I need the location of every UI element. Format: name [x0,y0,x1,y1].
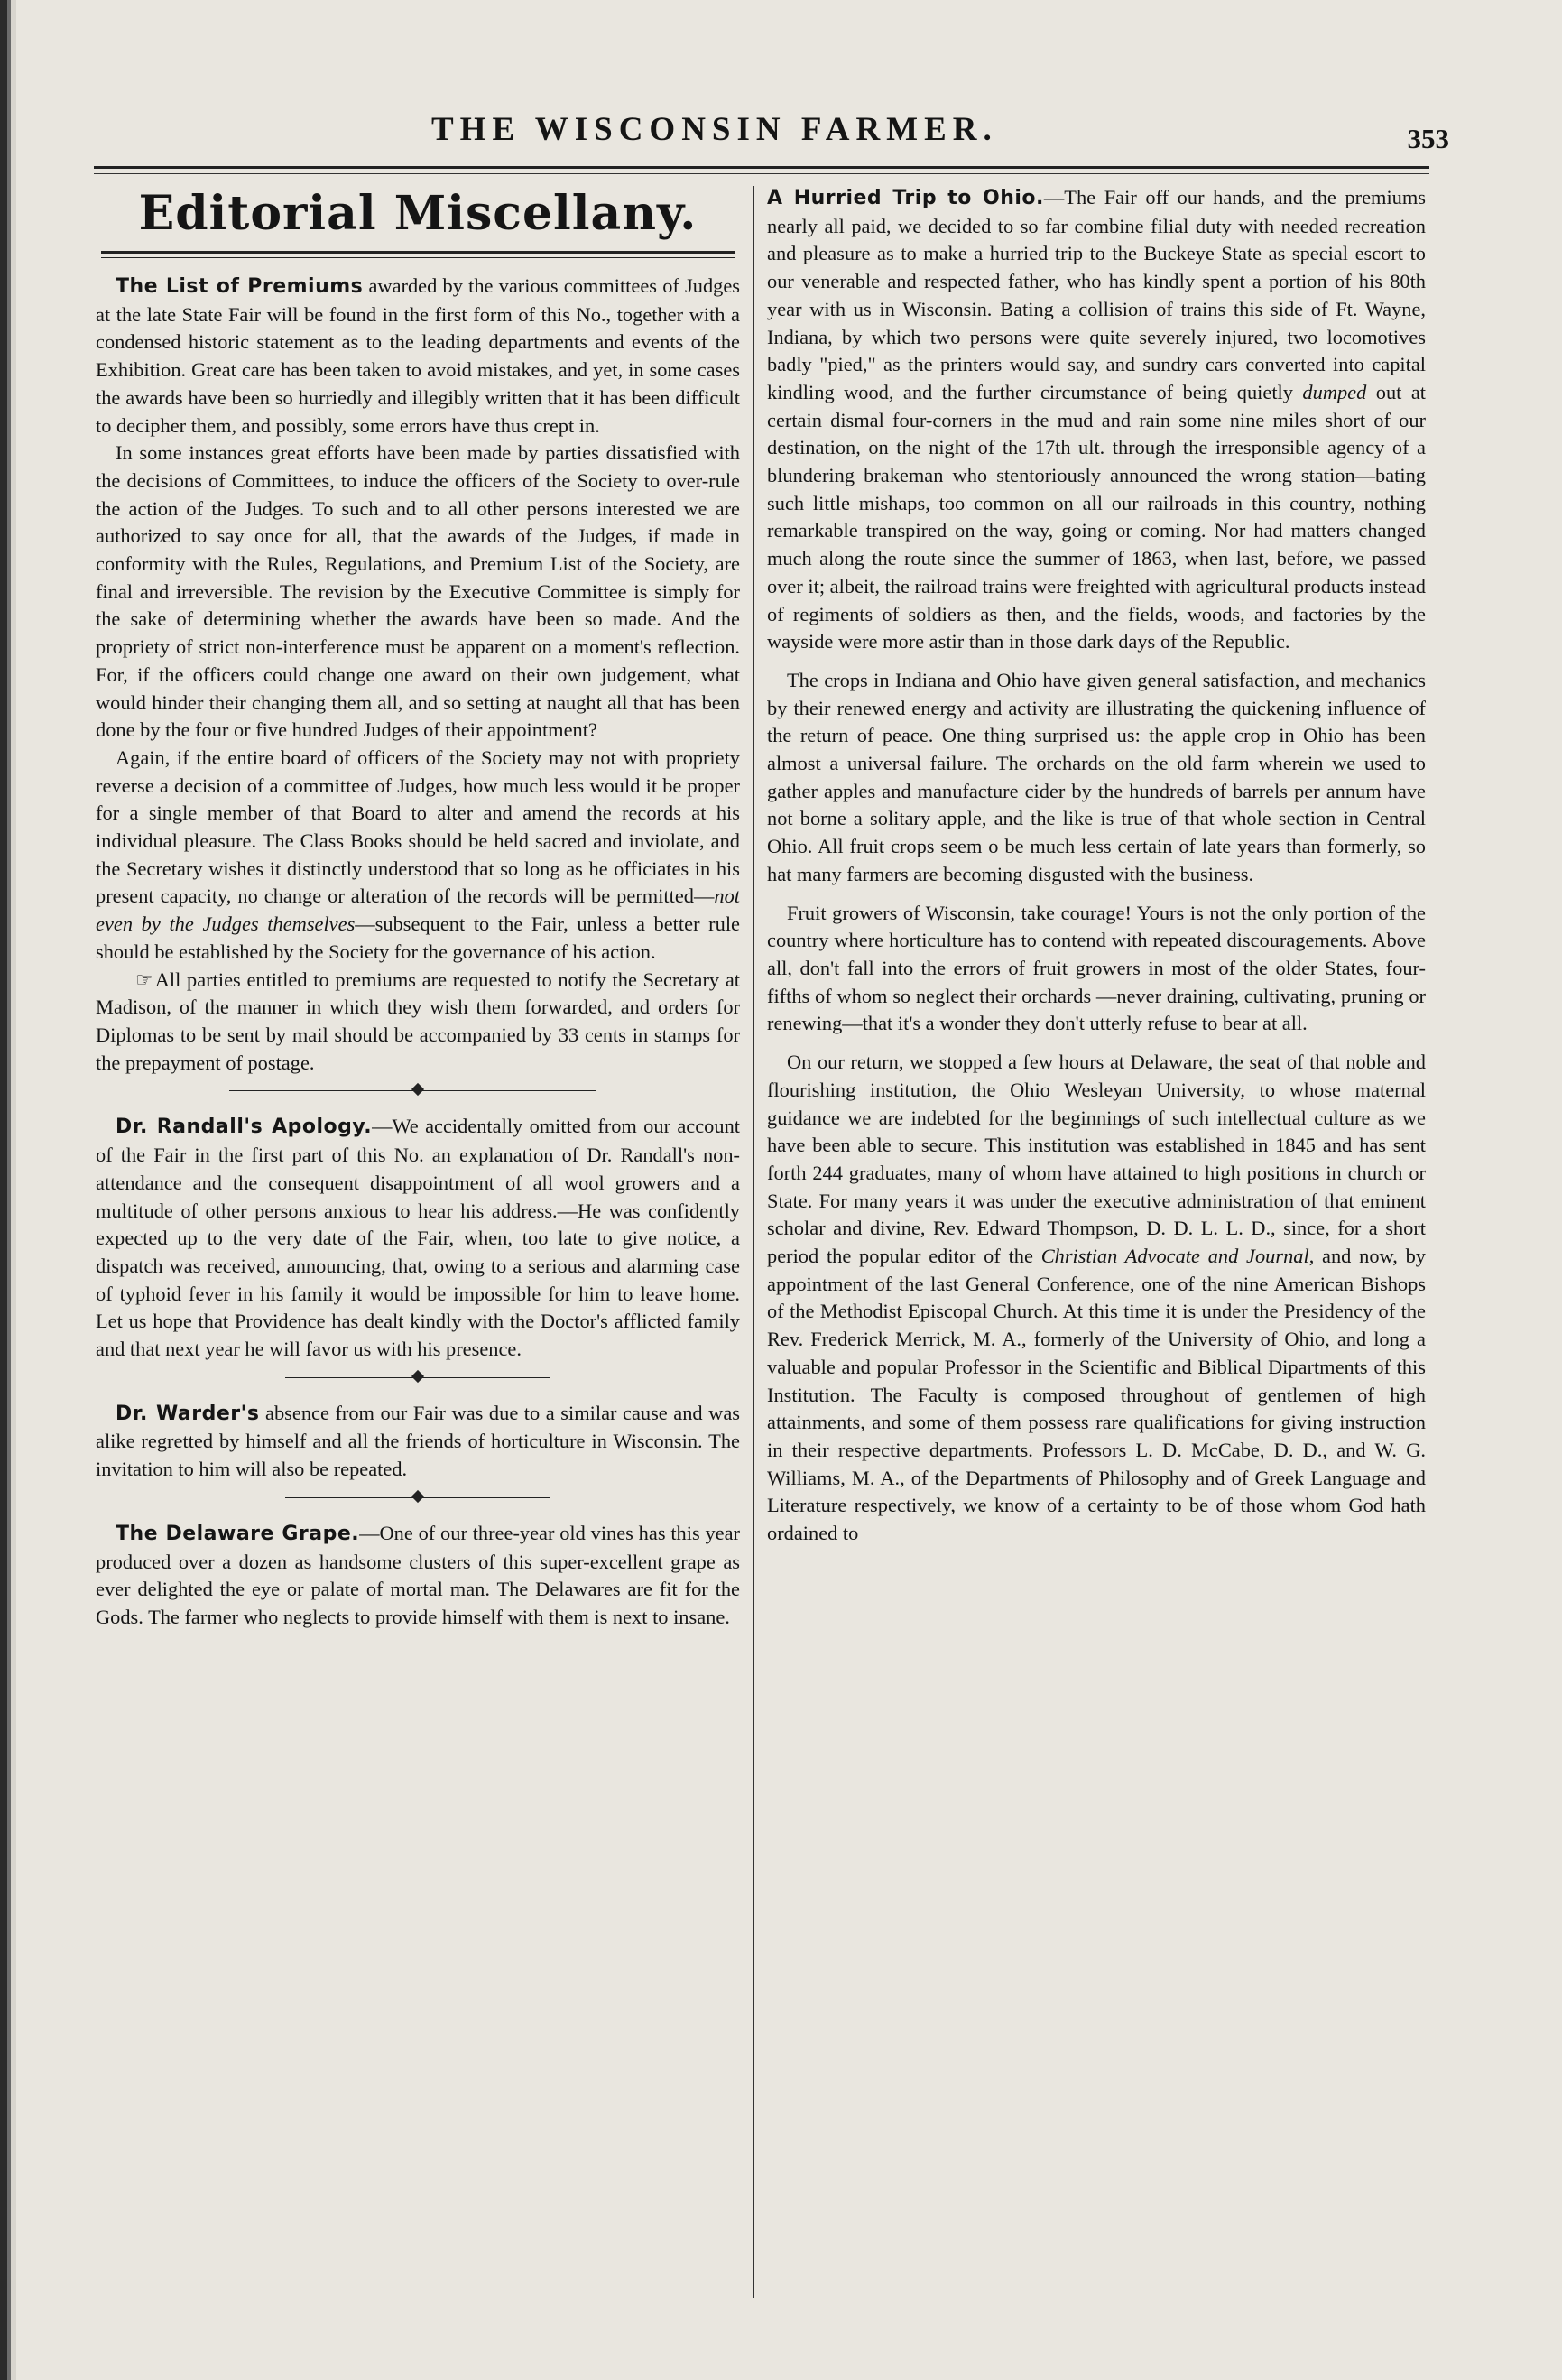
premiums-paragraph-2: In some instances great efforts have been made by parties dissatisfied with the decisions of Committees, to induce the officers of the Society to over-rule the action of the Judges. To such and to all other persons interested we are authorized to say once for all, that the awards of the Judges, if made in conformity with the Rules, Regulations, and Premium List of the Society, are final and irreversible. The revision by the Executive Committee is simply for the sake of determining whether the awards have been so made. And the propriety of strict non-interference must be apparent on a moment's reflection. For, if the officers could change one award on their own judgement, what would hinder their changing them all, and so setting at naught all that has been done by the four or five hundred Judges of their appointment? [96,441,740,742]
premiums-paragraph-1 [96,273,740,440]
premiums-text-1: awarded by the various committees of Judges at the late State Fair will be found in the first form of this No., together with a condensed historic statement as to the leading departments and events of the Exhibition. Great care has been taken to avoid mistakes, and yet, in some cases the awards have been so hurriedly and illegibly written that it has been difficult to decipher them, and possibly, some errors have thus crept in. [96,274,740,437]
ohio-heading: A Hurried Trip to Ohio. [767,187,1044,209]
header-rule [94,166,1429,169]
ohio-text-1b: out at certain dismal four-corners in the mud and rain some nine miles short of our destination, on the night of the 17th ult. through the irresponsible agency of a blundering brakeman who stentoriously announced the wrong station—bating such little mishaps, too common on all our railroads in this country, nothing remarkable transpired on the way, going or coming. Nor had matters changed much along the route since the summer of 1863, when last, before, we passed over it; albeit, the railroad trains were freighted with agricultural products instead of regiments of soldiers as then, and the fields, woods, and factories by the wayside were more astir than in those dark days of the Republic. [767,380,1426,653]
premiums-paragraph-3 [96,745,740,967]
ohio-italic-journal: Christian Advocate and Journal [1040,1245,1309,1268]
ohio-text-1a: —The Fair off our hands, and the premiums nearly all paid, we decided to so far combine filial duty with needed recreation and pleasure as to make a hurried trip to the Buckeye State as special escort to our venerable and respected father, who has kindly spent a portion of his 80th year with us in Wisconsin. Bating a collision of trains this side of Ft. Wayne, Indiana, by which two persons were quite severely injured, two locomotives badly "pied," as the printers would say, and sundry cars converted into capital kindling wood, and the further circumstance of being quietly [767,186,1426,403]
premiums-heading: The List of Premiums [116,275,364,298]
warder-text: absence from our Fair was due to a similar cause and was alike regretted by himself and all the friends of horticulture in Wisconsin. The invitation to him will also be repeated. [96,1401,740,1481]
masthead-rule [101,251,735,258]
delaware-text: —One of our three-year old vines has this year produced over a dozen as handsome clusters of this super-excellent grape as ever delighted the eye or palate of mortal man. The Delawares are fit for the Gods. The farmer who neglects to provide himself with them is next to insane. [96,1521,741,1628]
delaware-paragraph [96,1520,740,1632]
pointing-hand-icon: ☞ [135,968,153,991]
left-column [96,184,740,1632]
diamond-ornament-icon [411,1083,424,1096]
delaware-heading: The Delaware Grape. [116,1522,360,1545]
newspaper-page [88,90,1449,2311]
randall-paragraph [96,1113,740,1363]
section-divider [96,1082,740,1100]
section-masthead: Editorial Miscellany. [138,186,698,241]
ohio-paragraph-1 [767,184,1426,656]
ohio-paragraph-2: The crops in Indiana and Ohio have given general satisfaction, and mechanics by their renewed energy and activity are illustrating the quickening influence of the return of peace. One thing surprised us: the apple crop in Ohio has been almost a universal failure. The orchards on the old farm wherein we used to gather apples and manufacture cider by the hundreds of barrels per annum have not borne a solitary apple, and the like is true of that whole section in Central Ohio. All fruit crops seem o be much less certain of late years than formerly, so hat many farmers are becoming disgusted with the business. [767,668,1426,885]
column-divider [753,186,754,2298]
header-rule-thin [94,173,1429,174]
premiums-text-3a: Again, if the entire board of officers of the Society may not with propriety reverse a decision of a committee of Judges, how much less would it be proper for a single member of that Board to alter and amend the records at his individual pleasure. The Class Books should be held sacred and inviolate, and the Secretary wishes it distinctly understood that so long as he officiates in his present capacity, no change or alteration of the records will be permitted— [96,745,740,908]
section-divider [96,1369,740,1387]
scan-binding-edge [0,0,16,2380]
diamond-ornament-icon [411,1490,424,1503]
ohio-text-4a: On our return, we stopped a few hours at Delaware, the seat of that noble and flourishing institution, the Ohio Wesleyan University, to whose maternal guidance we are indebted for the beginnings of such intellectual culture as we have been able to secure. This institution was established in 1845 and has sent forth 244 graduates, many of whom have attained to high positions in church or State. For many years it was under the executive administration of that eminent scholar and divine, Rev. Edward Thompson, D. D. L. L. D., since, for a short period the popular editor of the [767,1051,1426,1268]
premiums-text-4: All parties entitled to premiums are requested to notify the Secretary at Madison, of the manner in which they wish them forwarded, and orders for Diplomas to be sent by mail should be accompanied by 33 cents in stamps for the prepayment of postage. [96,968,740,1074]
right-column [767,184,1426,1548]
randall-text: —We accidentally omitted from our account of the Fair in the first part of this No. an explanation of Dr. Randall's non-attendance and the consequent disappointment of all wool growers and a multitude of other persons anxious to hear his address.—He was confidently expected up to the very date of the Fair, when, too late to give notice, a dispatch was received, announcing, that, owing to a serious and alarming case of typhoid fever in his family it would be impossible for him to leave home. Let us hope that Providence has dealt kindly with the Doctor's afflicted family and that next year he will favor us with his presence. [96,1115,740,1361]
premiums-text-3b: —subsequent to the Fair, unless a better rule should be established by the Society for the governance of his action. [96,912,740,963]
running-head [88,90,1449,154]
ohio-italic-word: dumped [1302,380,1367,403]
ohio-paragraph-4 [767,1049,1426,1548]
ohio-paragraph-3: Fruit growers of Wisconsin, take courage! Yours is not the only portion of the country where horticulture has to contend with repeated discouragements. Above all, don't fall into the errors of fruit growers in most of the older States, four-fifths of whom so neglect their orchards —never draining, cultivating, pruning or renewing—that it's a wonder they don't utterly refuse to bear at all. [767,901,1426,1035]
premiums-italic-phrase: not even by the Judges themselves [96,884,740,936]
warder-paragraph [96,1400,740,1484]
ohio-text-4b: , and now, by appointment of the last General Conference, one of the nine American Bishops of the Methodist Episcopal Church. At this time it is under the Presidency of the Rev. Frederick Merrick, M. A., formerly of the University of Ohio, and long a valuable and popular Professor in the Scientific and Biblical Dipartments of this Institution. The Faculty is composed throughout of gentlemen of high attainments, and some of them possess rare qualifications for giving instruction in their respective departments. Professors L. D. McCabe, D. D., and W. G. Williams, M. A., of the Departments of Philosophy and of Greek Language and Literature respectively, we know of a certainty to be of those whom God hath ordained to [767,1245,1426,1545]
premiums-paragraph-4 [96,967,740,1078]
diamond-ornament-icon [411,1370,424,1383]
section-divider [96,1489,740,1507]
page-number: 353 [1407,123,1449,154]
randall-heading: Dr. Randall's Apology. [116,1116,373,1139]
warder-heading: Dr. Warder's [116,1402,260,1425]
running-title: THE WISCONSIN FARMER. [431,111,998,148]
